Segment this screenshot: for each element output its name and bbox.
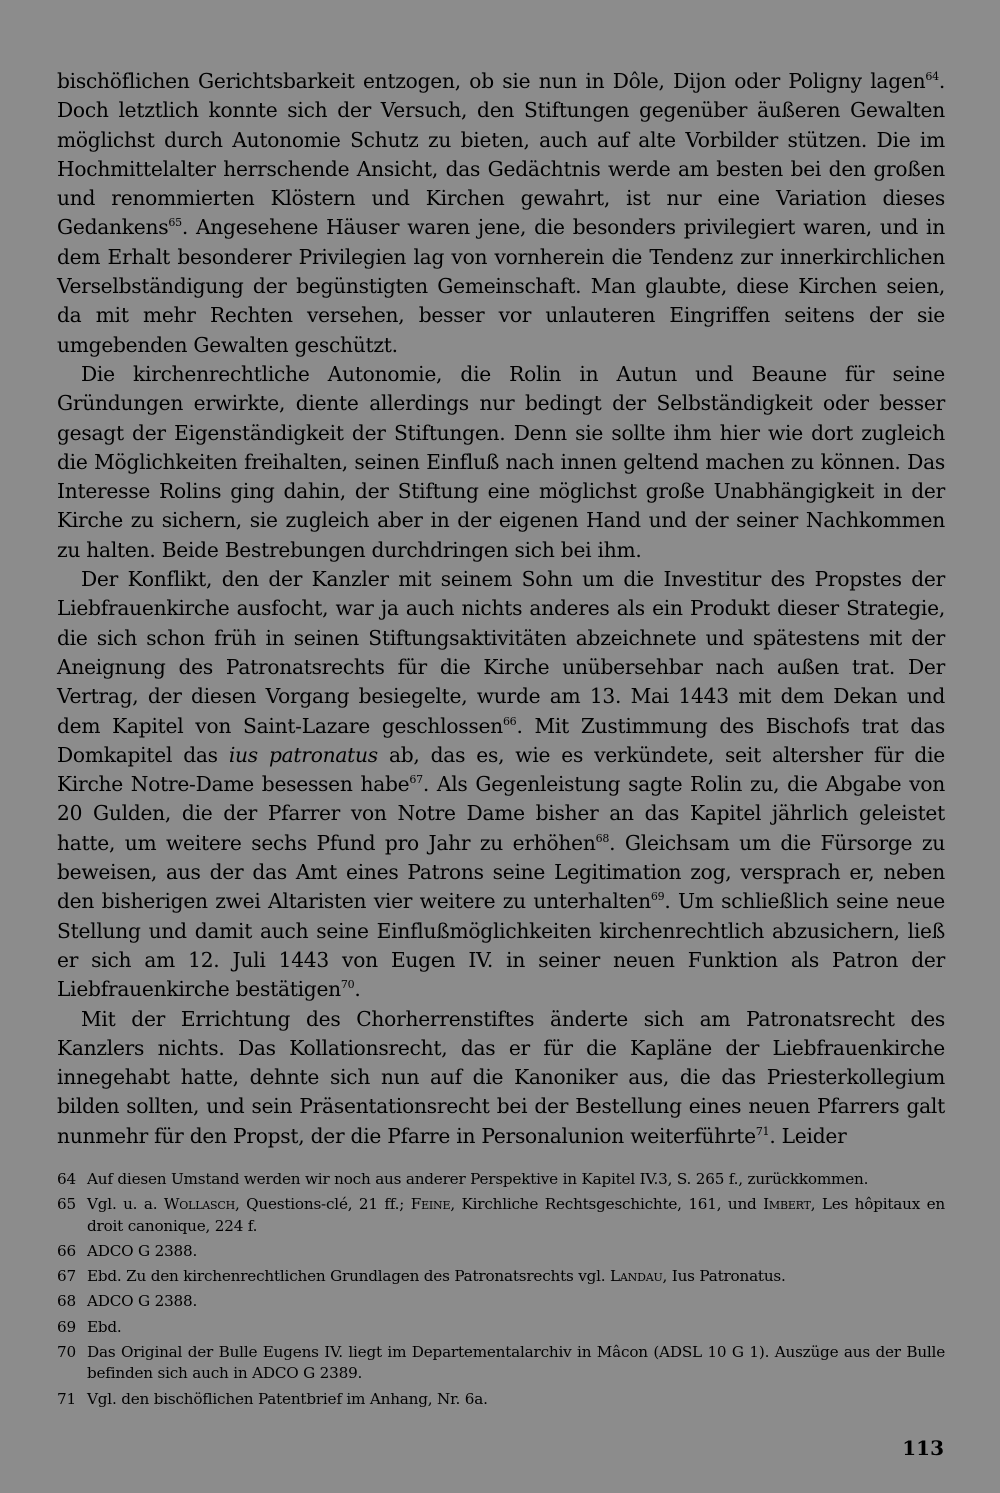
author-name: Imbert [763,1195,811,1214]
footnote-ref[interactable]: 65 [168,216,182,230]
footnote-ref[interactable]: 69 [650,890,665,904]
latin-term: ius patronatus [228,742,378,767]
author-name: Landau [610,1267,663,1286]
footnote-text: Vgl. den bischöflichen Patentbrief im Anhang, Nr. 6a. [87,1389,488,1408]
footnote [57,1389,945,1410]
footnote-text: ADCO G 2388. [87,1292,198,1311]
footnotes [57,1169,945,1414]
main-text [57,67,945,1151]
text-run: . Leider [769,1123,847,1148]
text-run: . Mit Zustimmung des Bischofs trat das Domkapitel das [57,713,945,767]
author-name: Wollasch [163,1195,235,1214]
footnote-text [87,1194,945,1237]
page-number: 113 [902,1436,944,1460]
text-run: Vgl. u. a. [87,1195,164,1214]
footnote [57,1194,945,1237]
text-run: Ebd. Zu den kirchenrechtlichen Grundlagen des Patronatsrechts vgl. [87,1267,611,1286]
footnote-ref[interactable]: 68 [595,831,610,845]
footnote [57,1317,945,1338]
footnote-number: 69 [57,1317,76,1336]
footnote-number: 68 [57,1292,76,1311]
text-run: Der Konflikt, den der Kanzler mit seinem Sohn um die Investitur des Propstes der Liebfrauenkirche ausfocht, war ja auch nichts anderes als ein Produkt dieser Strategie, die sich schon früh in seinen Stiftungsaktivitäten abzeichnete und spätestens mit der Aneignung des Patronatsrechts für die Kirche unübersehbar nach außen trat. Der Vertrag, der diesen Vorgang besiegelte, wurde am 13. Mai 1443 mit dem Dekan und dem Kapitel von Saint-Lazare geschlossen [57,567,945,738]
footnote-ref[interactable]: 71 [755,1124,770,1138]
footnote-text [87,1266,945,1287]
text-run: , Kirchliche Rechtsgeschichte, 161, und [450,1195,764,1214]
footnote [57,1266,945,1287]
footnote-text: ADCO G 2388. [87,1241,198,1260]
paragraph-2: Die kirchenrechtliche Autonomie, die Rolin in Autun und Beaune für seine Gründungen erwirkte, diente allerdings nur bedingt der Selbständigkeit oder besser gesagt der Eigenständigkeit der Stiftungen. Denn sie sollte ihm hier wie dort zugleich die Möglichkeiten freihalten, seinen Einfluß nach innen geltend machen zu können. Das Interesse Rolins ging dahin, der Stiftung eine möglichst große Unabhängigkeit in der Kirche zu sichern, sie zugleich aber in der eigenen Hand und der seiner Nachkommen zu halten. Beide Bestrebungen durchdringen sich bei ihm. [57,361,945,562]
footnote-number: 65 [57,1195,76,1214]
footnote-ref[interactable]: 70 [340,978,355,992]
footnote-number: 64 [57,1170,76,1188]
text-run: Mit der Errichtung des Chorherrenstiftes änderte sich am Patronatsrecht des Kanzlers nichts. Das Kollationsrecht, das er für die Kapläne der Liebfrauenkirche innegehabt hatte, dehnte sich nun auf die Kanoniker aus, die das Priesterkollegium bilden sollten, und sein Präsentationsrecht bei der Bestellung eines neuen Pfarrers galt nunmehr für den Propst, der die Pfarre in Personalunion weiterführte [57,1006,945,1148]
paragraph-4 [57,1005,945,1151]
paragraph-1 [57,67,945,360]
text-run: . Um schließlich seine neue Stellung und damit auch seine Einflußmöglichkeiten kirchenrechtlich abzusichern, ließ er sich am 12. Juli 1443 von Eugen IV. in seiner neuen Funktion als Patron der Liebfrauenkirche bestätigen [57,889,945,1002]
footnote-text: Auf diesen Umstand werden wir noch aus anderer Perspektive in Kapitel IV.3, S. 265 f., zurückkommen. [87,1170,869,1188]
footnote-ref[interactable]: 66 [502,714,517,728]
text-run: , Les hôpitaux en droit canonique, 224 f. [87,1195,945,1235]
text-run: , Questions-clé, 21 ff.; [235,1195,411,1214]
text-run: . Als Gegenleistung sagte Rolin zu, die Abgabe von 20 Gulden, die der Pfarrer von Notre Dame bisher an das Kapitel jährlich geleistet hatte, um weitere sechs Pfund pro Jahr zu erhöhen [57,772,945,855]
text-run: . [354,977,361,1002]
footnote [57,1169,945,1190]
footnote [57,1291,945,1312]
paragraph-3 [57,565,945,1004]
footnote-number: 66 [57,1241,76,1260]
footnote-number: 70 [57,1343,76,1362]
footnote [57,1241,945,1262]
text-run: , Ius Patronatus. [662,1267,786,1286]
footnote-number: 71 [57,1389,76,1408]
footnote-text: Das Original der Bulle Eugens IV. liegt im Departementalarchiv in Mâcon (ADSL 10 G 1). Auszüge aus der Bulle befinden sich auch in ADCO G 2389. [87,1343,945,1383]
text-run: . Gleichsam um die Fürsorge zu beweisen, aus der das Amt eines Patrons seine Legitimation zog, versprach er, neben den bisherigen zwei Altaristen vier weitere zu unterhalten [57,830,945,914]
text-run: . Angesehene Häuser waren jene, die besonders privilegiert waren, und in dem Erhalt besonderer Privilegien lag von vornherein die Tendenz zur innerkirchlichen Verselbständigung der begünstigten Gemeinschaft. Man glaubte, diese Kirchen seien, da mit mehr Rechten versehen, besser vor unlauteren Eingriffen seitens der sie umgebenden Gewalten geschützt. [57,215,945,357]
text-run: . Doch letztlich konnte sich der Versuch, den Stiftungen gegenüber äußeren Gewalten möglichst durch Autonomie Schutz zu bieten, auch auf alte Vorbilder stützen. Die im Hochmittelalter herrschende Ansicht, das Gedächtnis werde am besten bei den großen und renommierten Klöstern und Kirchen gewahrt, ist nur eine Variation dieses Gedankens [57,69,945,240]
author-name: Feine [410,1195,451,1214]
footnote-ref[interactable]: 64 [925,70,939,83]
footnote-number: 67 [57,1267,76,1286]
text-run: ab, das es, wie es verkündete, seit altersher für die Kirche Notre-Dame besessen habe [57,742,945,797]
footnote [57,1342,945,1385]
footnote-text: Ebd. [87,1317,122,1336]
footnote-ref[interactable]: 67 [409,773,423,787]
text-run: bischöflichen Gerichtsbarkeit entzogen, ob sie nun in Dôle, Dijon oder Poligny lagen [57,69,926,93]
